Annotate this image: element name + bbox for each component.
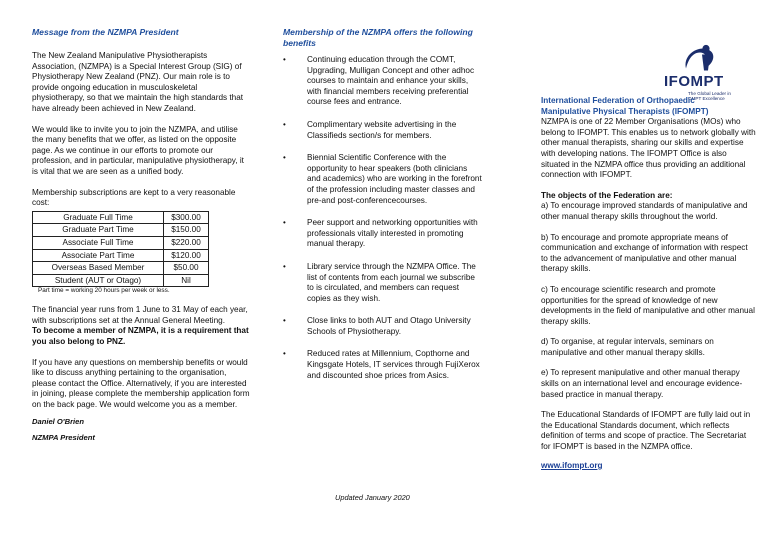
bullet-icon: • (283, 218, 286, 228)
president-message-heading: Message from the NZMPA President (32, 27, 179, 37)
object-item: d) To organise, at regular intervals, seminars on manipulative and other manual therapy skills. (541, 337, 714, 357)
list-item: • Library service through the NZMPA Office. The list of contents from each journal we subscribe to is circulated, and members can request copies as they wish. (283, 261, 476, 303)
list-item: • Continuing education through the COMT, Upgrading, Mulligan Concept and other adhoc courses to maintain and enhance your skills, with financial members receiving preferential course fees and entrance. (283, 55, 475, 107)
president-message-column (32, 0, 252, 444)
financial-year-paragraph: The financial year runs from 1 June to 31 May of each year, with subscriptions set at the Annual General Meeting. (32, 305, 248, 325)
bullet-icon: • (283, 261, 286, 271)
signature-name: Daniel O'Brien (32, 416, 85, 426)
ifompt-website-link[interactable]: www.ifompt.org (541, 460, 603, 470)
subscriptions-table (32, 211, 209, 288)
list-item: • Biennial Scientific Conference with the opportunity to hear speakers (both clinicians and academics) who are working in the forefront of the profession including master classes and pre-and post-conferencecourses. (283, 153, 482, 205)
table-row: Student (AUT or Otago) Nil (33, 274, 209, 287)
standards-paragraph: The Educational Standards of IFOMPT are fully laid out in the Educational Standards document, which reflects definition of terms and scope of practice. The Secretariat for IFOMPT is based in the NZMPA office. (541, 410, 751, 452)
signature-title: NZMPA President (32, 433, 95, 443)
ifompt-intro: NZMPA is one of 22 Member Organisations (MOs) who belong to IFOMPT. This enables us to network globally with other manual therapists, sharing our skills and expertise with developing nations. The IFOMPT Office is also situated in the NZMPA office thus providing an additional connection with IFOMPT. (541, 117, 756, 180)
table-row: Graduate Part Time $150.00 (33, 224, 209, 237)
list-item: • Reduced rates at Millennium, Copthorne and Kingsgate Hotels, IT services through FujiXerox and discounted shoe prices from Asics. (283, 349, 480, 380)
logo-wordmark: IFOMPT (664, 73, 724, 90)
object-item: b) To encourage and promote appropriate means of communication and exchange of information with respect to the advancement of manipulative and other manual therapy skills. (541, 232, 748, 274)
bullet-icon: • (283, 119, 286, 129)
objects-heading: The objects of the Federation are: (541, 190, 673, 200)
table-row: Overseas Based Member $50.00 (33, 262, 209, 275)
table-row: Graduate Full Time $300.00 (33, 211, 209, 224)
ifompt-heading: International Federation of Orthopaedic Manipulative Physical Therapists (IFOMPT) (541, 96, 709, 116)
questions-paragraph: If you have any questions on membership benefits or would like to discuss anything pertaining to the organisation, please contact the Office. Alternatively, if you are interested in joining, please complete the membership application form on the back page. We would welcome you as a member. (32, 357, 250, 410)
bullet-icon: • (283, 316, 286, 326)
bullet-icon: • (283, 153, 286, 163)
list-item: • Peer support and networking opportunities with professionals vitally interested in promoting manual therapy. (283, 218, 478, 249)
object-item: c) To encourage scientific research and promote opportunities for the spread of knowledge of new developments in the field of manipulative and other manual therapy skills. (541, 284, 755, 326)
table-row: Associate Part Time $120.00 (33, 249, 209, 262)
benefits-column (283, 0, 483, 393)
membership-requirement: To become a member of NZMPA, it is a requirement that you also belong to PNZ. (32, 326, 249, 347)
intro-paragraph: The New Zealand Manipulative Physiotherapists Association, (NZMPA) is a Special Interest Group (SIG) of Physiotherapy New Zealand (PNZ). Our main role is to provide ongoing education in musculoskeletal physiotherapy, so that we maintain the high standards that have already been achieved in New Zealand. (32, 51, 244, 113)
object-item: e) To represent manipulative and other manual therapy skills on an international level and encourage evidence-based practice in manual therapy. (541, 368, 743, 399)
object-item: a) To encourage improved standards of manipulative and other manual therapy skills throughout the world. (541, 201, 748, 221)
logo-tagline: The Global Leader in OMPT Excellence (688, 91, 731, 101)
part-time-note: Part time = working 20 hours per week or less. (38, 287, 170, 295)
list-item: • Close links to both AUT and Otago University Schools of Physiotherapy. (283, 316, 471, 336)
invite-paragraph: We would like to invite you to join the NZMPA, and utilise the many benefits that we offer, as listed on the opposite page. As we continue in our efforts to promote our profession, and in particular, manipulative physiotherapy, it is vital that we are seen as a unified body. (32, 124, 244, 176)
subscriptions-intro: Membership subscriptions are kept to a very reasonable cost: (32, 187, 236, 208)
bullet-icon: • (283, 349, 286, 359)
bullet-icon: • (283, 55, 286, 64)
benefits-heading: Membership of the NZMPA offers the following benefits (283, 27, 473, 48)
updated-date: Updated January 2020 (335, 493, 410, 502)
list-item: • Complimentary website advertising in the Classifieds section/s for members. (283, 119, 457, 140)
benefits-list (283, 55, 483, 381)
ifompt-column (541, 0, 756, 471)
table-row: Associate Full Time $220.00 (33, 236, 209, 249)
